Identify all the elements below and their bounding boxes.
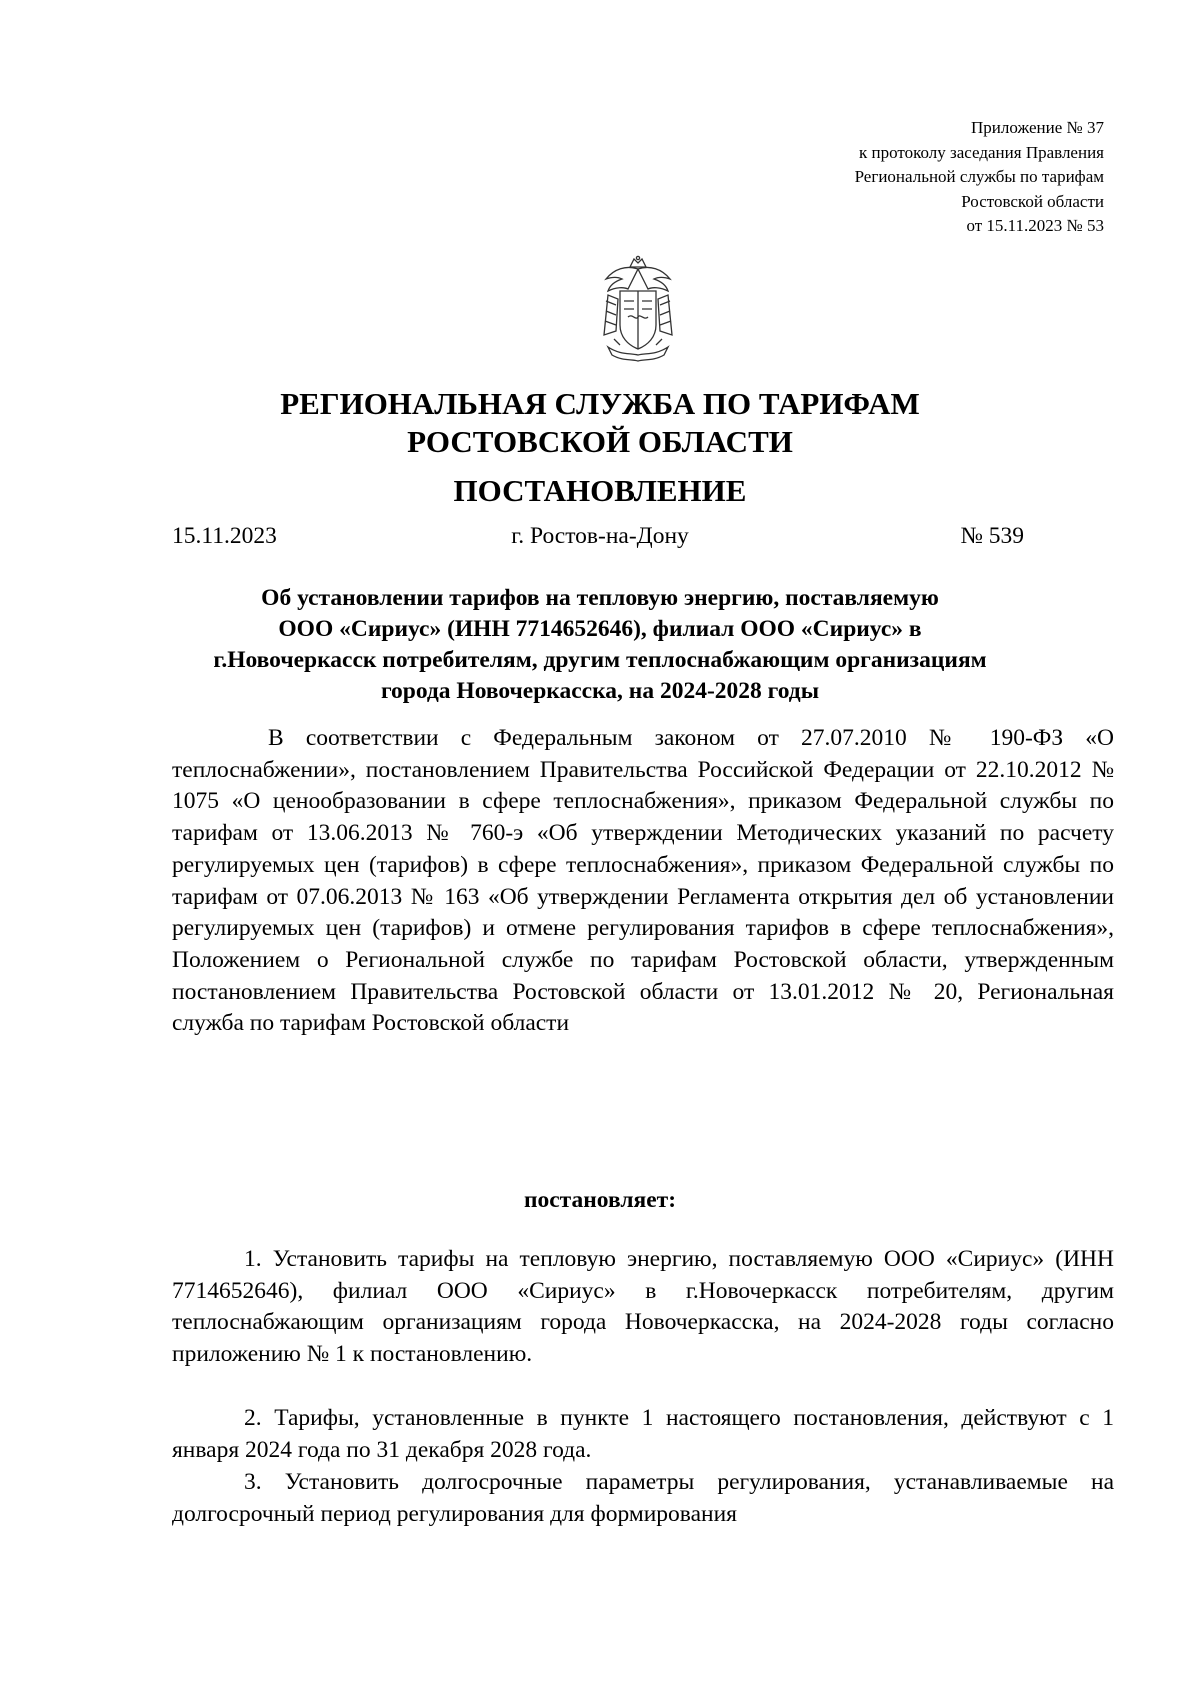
rostov-oblast-coat-of-arms-icon (592, 255, 684, 363)
document-number: № 539 (960, 523, 1024, 549)
organization-title-line: РЕГИОНАЛЬНАЯ СЛУЖБА ПО ТАРИФАМ (280, 386, 920, 421)
subject-line: г.Новочеркасск потребителям, другим теплоснабжающим организациям (213, 647, 987, 673)
document-subject (160, 583, 1040, 707)
appendix-header (544, 116, 1104, 239)
subject-line: города Новочеркасска, на 2024-2028 годы (380, 678, 820, 704)
document-type: ПОСТАНОВЛЕНИЕ (453, 473, 747, 508)
appendix-line: от 15.11.2023 № 53 (966, 216, 1104, 235)
appendix-line: Приложение № 37 (971, 118, 1104, 137)
resolution-item-1: 1. Установить тарифы на тепловую энергию, поставляемую ООО «Сириус» (ИНН 7714652646), филиал ООО «Сириус» в г.Новочеркасск потребителям, другим теплоснабжающим организациям города Новочеркасска, на 2024-2028 годы согласно приложению № 1 к постановлению. (172, 1246, 1114, 1368)
appendix-line: к протоколу заседания Правления (859, 142, 1104, 162)
organization-title-line: РОСТОВСКОЙ ОБЛАСТИ (407, 424, 793, 459)
resolves-heading: постановляет: (523, 1187, 677, 1213)
document-date: 15.11.2023 (172, 523, 277, 549)
appendix-line: Ростовской области (961, 191, 1104, 211)
resolution-item-2: 2. Тарифы, установленные в пункте 1 настоящего постановления, действуют с 1 января 2024 года по 31 декабря 2028 года. (172, 1405, 1114, 1463)
document-city: г. Ростов-на-Дону (511, 523, 689, 549)
subject-line: Об установлении тарифов на тепловую энергию, поставляемую (261, 585, 939, 611)
preamble-paragraph: В соответствии с Федеральным законом от 27.07.2010 № 190-ФЗ «О теплоснабжении», постановлением Правительства Российской Федерации от 22.10.2012 № 1075 «О ценообразовании в сфере теплоснабжения», приказом Федеральной службы по тарифам от 13.06.2013 № 760-э «Об утверждении Методических указаний по расчету регулируемых цен (тарифов) в сфере теплоснабжения», приказом Федеральной службы по тарифам от 07.06.2013 № 163 «Об утверждении Регламента открытия дел об установлении регулируемых цен (тарифов) и отмене регулирования тарифов в сфере теплоснабжения», Положением о Региональной службе по тарифам Ростовской области, утвержденным постановлением Правительства Ростовской области от 13.01.2012 № 20, Региональная служба по тарифам Ростовской области (172, 725, 1114, 1037)
resolution-item-3: 3. Установить долгосрочные параметры регулирования, устанавливаемые на долгосрочный период регулирования для формирования (172, 1469, 1114, 1527)
subject-line: ООО «Сириус» (ИНН 7714652646), филиал ООО «Сириус» в (278, 616, 922, 642)
appendix-line: Региональной службы по тарифам (854, 167, 1104, 186)
